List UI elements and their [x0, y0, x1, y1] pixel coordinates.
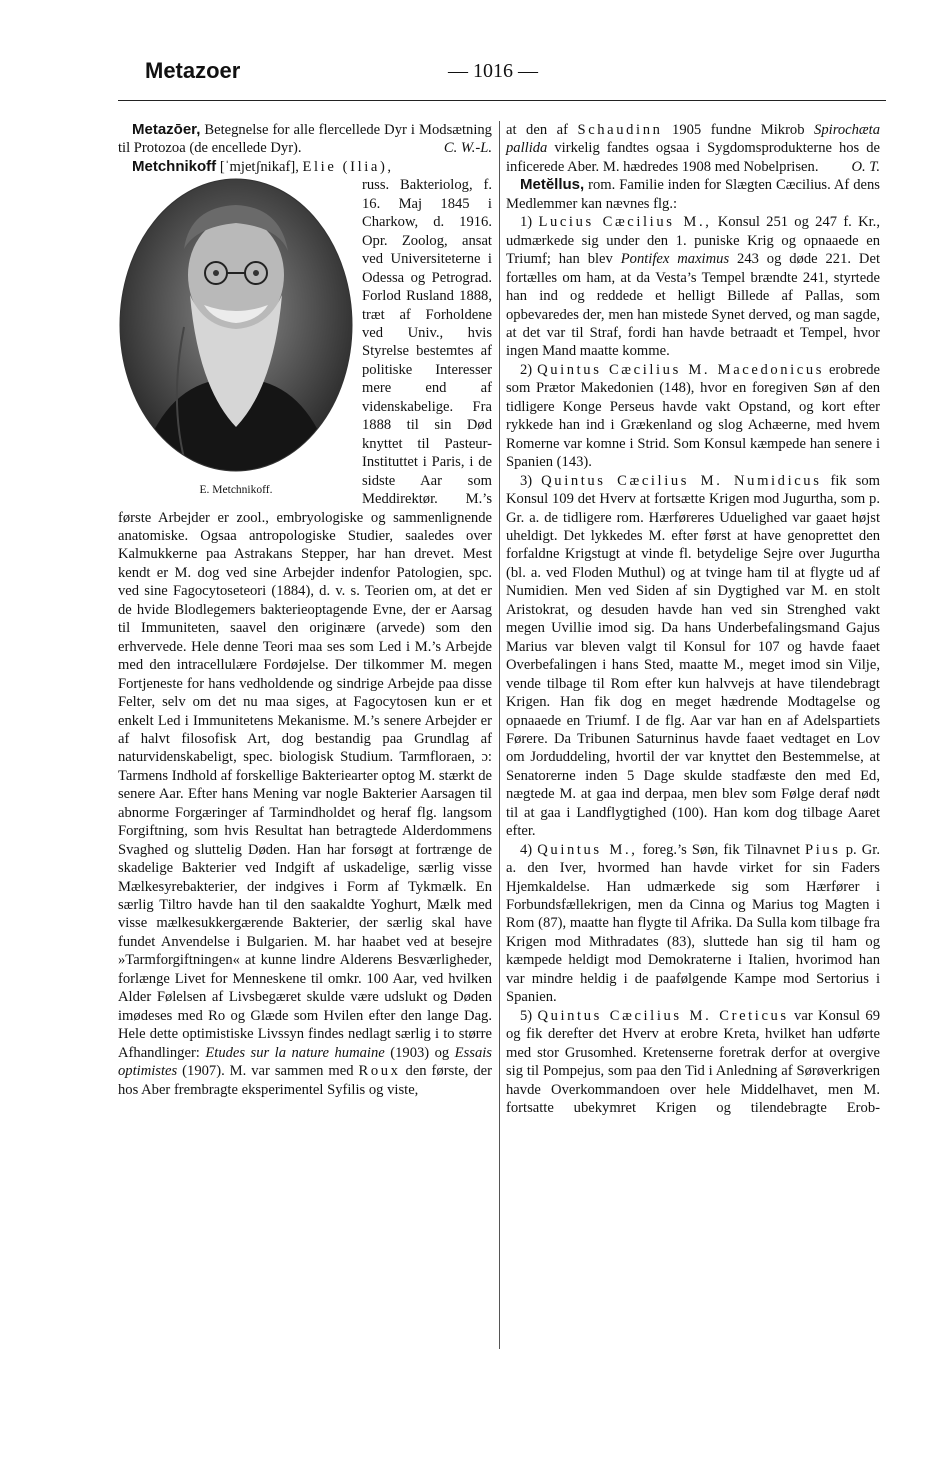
- item-number: 3): [520, 472, 533, 489]
- metellus-item-1: [506, 213, 880, 361]
- portrait-caption: E. Metchnikoff.: [199, 483, 273, 496]
- entry-text: fik som Konsul 109 det Hverv at fortsætte Krigen mod Jugurtha, som p. Gr. a. de tidligere rom. Hærføreres Uduelighed var gaaet højst uheldigt. Det lykkedes M. efter først at have genoprettet den forfaldne Krigstugt at vinde fl. betydelige Sejre over Jugurtha (bl. a. ved Floden Muthul) og at tvinge ham til at flygte ud af Numidien. Men ved Siden af sin Dygtighed var M. en stolt Aristokrat, og desuden havde han ved sin Strenghed vakt megen Uvillie imod sig. Da hans Underbefalingsmand Gajus Marius var bleven valgt til Konsul for 107 og havde faaet Overbefalingen i hans Sted, maatte M., meget imod sin Vilje, vende tilbage til Rom efter kun halvvejs at have tilendebragt Krigen. Han fik dog en meget hædrende Modtagelse og opnaaede en Triumf. I de flg. Aar var han en af Adelspartiets Førere. Da Tribunen Saturninus havde faaet vedtaget en Lov om Jorduddeling, hvortil der var knyttet den Bestemmelse, at Senatorerne inden 5 Dage skulde stadfæste den med Ed, nægtede M. at gaa ind derpaa, men blev som Følge deraf nødt til at gaa i Landflygtighed (100). Han kom dog tilbage Aaret efter.: [506, 472, 880, 840]
- metellus-item-3: [506, 472, 880, 841]
- entry-text: p. Gr. a. den Iver, hvormed han havde virket for sin Faders Hjemkaldelse. Han udmærkede sig som Hærfører i Forbundsfællekrigen, men da Cinna og Marius tog Magten i Rom (87), maatte han flygte til Afrika. Da Sulla kom tilbage fra Krigen mod Mithradates (83), sluttede han sig til ham og kæmpede heldigt mod Demokraterne i Italien, hvorimod han var mindre heldig i de paafølgende Kampe mod Sertorius i Spanien.: [506, 841, 881, 1006]
- metellus-item-2: [506, 361, 880, 472]
- headword-metellus: Metĕllus,: [520, 176, 585, 194]
- person-name: Schaudinn: [577, 122, 663, 138]
- entry-text: Betegnelse for alle flercellede Dyr i Modsætning til Protozoa (de encellede Dyr).: [118, 122, 492, 157]
- item-number: 1): [520, 214, 533, 231]
- entry-text: erobrede som Prætor Makedonien (148), hvor en foregiven Søn af den tidligere Konge Perseus havde vakt Opstand, og kort efter rykkede han ind i Grækenland og slog Achæerne, med hvem Romerne var komne i Strid. Som Konsul kæmpede han senere i Spanien (143).: [506, 361, 880, 471]
- right-column: [506, 121, 880, 1117]
- given-names: Elie (Ilia),: [302, 158, 394, 175]
- entry-metchnikoff-head: [118, 158, 492, 176]
- item-number: 4): [520, 841, 533, 858]
- header-rule: [118, 100, 886, 101]
- portrait-figure: [118, 177, 354, 499]
- person-name: Quintus Cæcilius M. Numidicus: [541, 472, 822, 489]
- entry-text: russ. Bakteriolog, f. 16. Maj 1845 i Charkow, d. 1916. Opr. Zoolog, ansat ved Universiteterne i Odessa og Petrograd. Forlod Rusland 1888, træt af Forholdene ved Univ., hvis Styrelse bestemtes af politiske Interesser mere end af videnskabelige. Fra 1888 til sin Død knyttet til Pasteur-Instituttet i Paris, i de sidste Aar som Meddirektør. M.’s første Arbejder er zool., embryologiske og sammenlignende anatomiske. Ogsaa antropologiske Studier, saaledes over Kalmukkerne paa Astrakans Stepper, har han drevet. Mest kendt er M. dog ved sine Arbejder indenfor Patologien, spc. ved sine Fagocytoseteori (1884), d. v. s. Teorien om, at det er de hvide Blodlegemers bakterieoptagende Evne, der er Aarsag til Immuniteten, saavel den originære (arvede) som den erhvervede. Hele denne Teori maa ses som Led i M.’s Arbejde med den intracellulære Fordøjelse. Der tilkommer M. megen Fortjeneste for hans vedholdende og sindrige Arbejde paa disse Felter, selv om det nu maa siges, at Fagocytosen kun er et enkelt Led i Immunitetens Mekanisme. M.’s senere Arbejder er af halvt filosofisk Art, dog bestandig paa Grundlag af naturvidenskabeligt, spec. biologisk Studium. Tarmfloraen, ɔ: Tarmens Indhold af forskellige Bakteriearter optog M. stærkt de senere Aar. Efter hans Mening var nogle Bakterier Aarsagen til abnorme Forgæringer af Tarmindholdet og heraf flg. langsom Forgiftning, som hvis Resultat han betragtede Alderdommens Svaghed og sluttelig Døden. Han har forsøgt at fortrænge de skadelige Bakterier ved Indgift af uskadelige, særlig visse Mælkesyrebakterier, der indgives i Form af Tykmælk. En særlig Tiltro havde han til den saakaldte Yoghurt, Mælk med visse mælkesukkergærende Bakterier, der særlig skal have fundet Anvendelse i Bulgarien. M. har haabet ved at besejre »Tarmforgiftningen« at kunne lindre Alderens Besværligheder, forlænge Livet for Menneskene til omkr. 100 Aar, ved hvilken Alder Følelsen af Livsbegæret skulde være udslukt og Døden imødeses med Ro og Glæde som Hvilen efter den lange Dag. Hele dette optimistiske Livssyn findes nedlagt særlig i to større Afhandlinger:: [118, 177, 492, 1061]
- entry-text: 243 og døde 221. Det fortælles om ham, at da Vesta’s Tempel brændte 241, styrtede han ind og reddede et helligt Billede af Pallas, som opbevaredes der, men han mistede Synet derved, og man sagde, at det var til Straf, fordi han havde betraadt et Tempel, hvor ingen Mand maatte komme.: [506, 251, 880, 360]
- person-name: Quintus M.,: [537, 841, 638, 858]
- entry-text: (1903) og: [390, 1044, 450, 1061]
- running-title: Metazoer: [145, 58, 241, 83]
- portrait-photo: [118, 177, 354, 473]
- title-latin: Pontifex maximus: [620, 251, 730, 268]
- entry-text: 1905 fundne Mikrob: [672, 122, 805, 138]
- signature-metchnikoff: O. T.: [851, 158, 880, 175]
- item-number: 5): [520, 1007, 533, 1024]
- entry-text: foreg.’s Søn, fik Tilnavnet: [642, 841, 800, 858]
- metellus-item-5: [506, 1007, 880, 1118]
- page-number: — 1016 —: [448, 60, 538, 82]
- person-name: Quintus Cæcilius M. Creticus: [537, 1007, 789, 1024]
- entry-metchnikoff-continued: [506, 121, 880, 176]
- work-title: Essais optimistes: [118, 1044, 492, 1080]
- person-name: Lucius Cæcilius M.,: [538, 214, 712, 231]
- epithet: Pius: [805, 841, 841, 858]
- item-number: 2): [520, 361, 533, 378]
- entry-text: Konsul 251 og 247 f. Kr., udmærkede sig under den 1. puniske Krig og opnaaede en Triumf; han blev: [506, 214, 880, 268]
- entry-text: virkelig fandtes ogsaa i Sygdomsprodukterne hos de inficerede Aber. M. hædredes 1908 med Nobelprisen.: [506, 140, 880, 175]
- entry-text: den første, der hos Aber frembragte eksperimentel Syfilis og viste,: [118, 1063, 493, 1098]
- metellus-item-4: [506, 841, 880, 1007]
- pronunciation: [ˈmjetʃnikaf],: [219, 158, 299, 175]
- headword-metazoer: Metazōer,: [132, 121, 201, 138]
- person-name: Quintus Cæcilius M. Macedonicus: [537, 361, 825, 378]
- entry-text: (1907). M. var sammen med: [182, 1063, 354, 1080]
- entry-text: at den af: [506, 122, 568, 138]
- species-name: Spirochæta pallida: [506, 122, 880, 157]
- entry-text: rom. Familie inden for Slægten Cæcilius. Af dens Medlemmer kan nævnes flg.:: [506, 177, 880, 212]
- left-column: [118, 121, 492, 1099]
- person-name: Roux: [358, 1063, 401, 1080]
- work-title: Etudes sur la nature humaine: [205, 1044, 385, 1061]
- entry-text: var Konsul 69 og fik derefter det Hverv at erobre Kreta, hvilket han udførte med stor Grusomhed. Kretenserne foretrak derfor at overgive sig til Pompejus, som paa den Tid i Anledning af Sørøverkrigen havde Overkommandoen over hele Middelhavet, men M. fortsatte ubekymret Krigen og tilendebragte Erob-: [506, 1007, 880, 1117]
- signature-metazoer: C. W.-L.: [443, 140, 492, 157]
- headword-metchnikoff: Metchnikoff: [132, 157, 217, 175]
- entry-metellus: [506, 176, 880, 213]
- entry-metazoer: [118, 121, 492, 158]
- column-divider: [499, 121, 500, 1349]
